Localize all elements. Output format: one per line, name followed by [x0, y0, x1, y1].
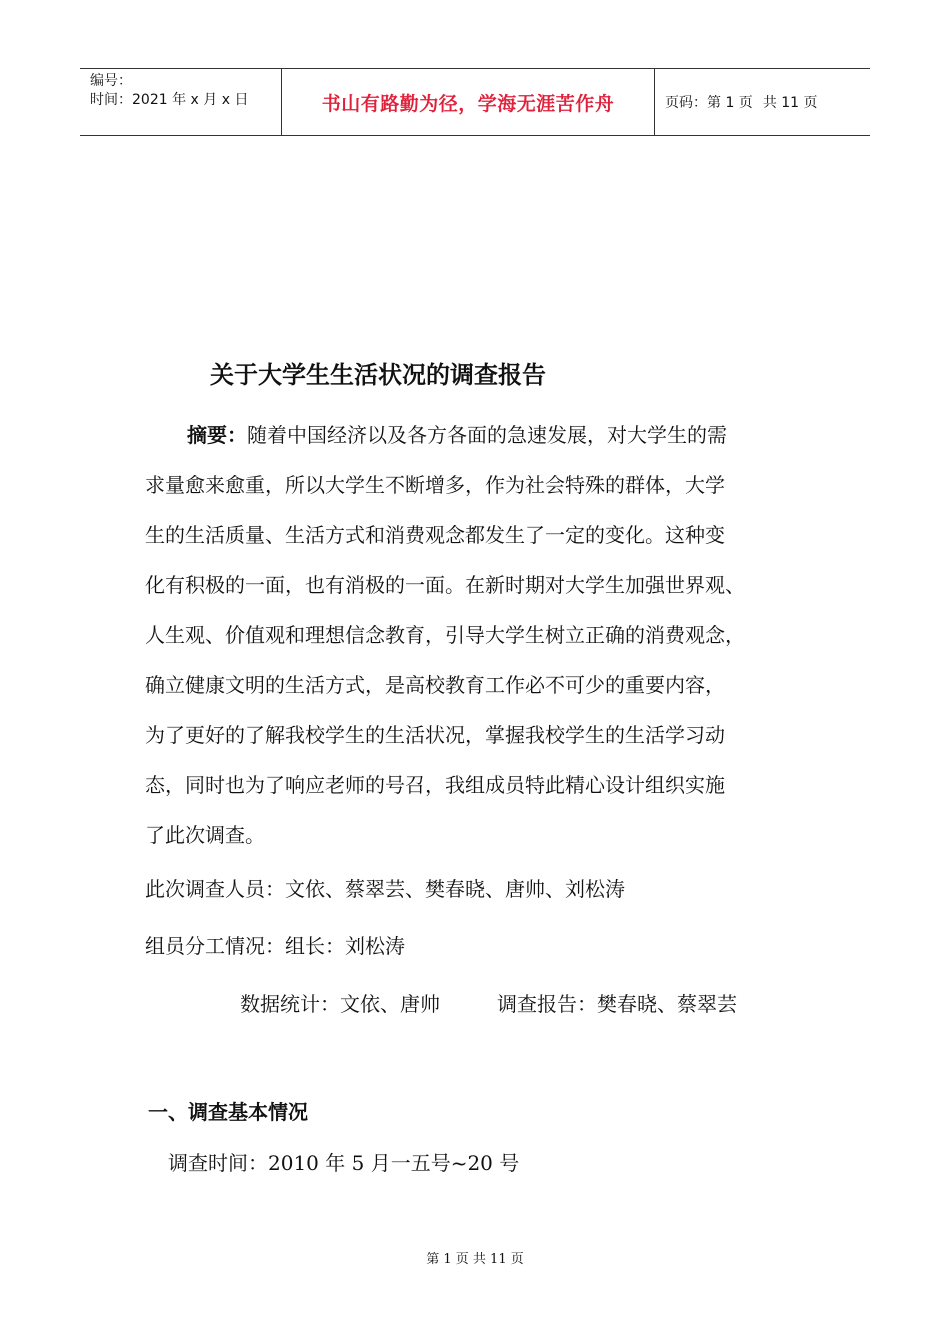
members-line: 此次调查人员：文依、蔡翠芸、樊春晓、唐帅、刘松涛	[145, 877, 625, 901]
abstract-line: 人生观、价值观和理想信念教育，引导大学生树立正确的消费观念，	[145, 623, 745, 647]
total-pages-label: 共 11 页	[762, 95, 818, 111]
abstract-line: 求量愈来愈重，所以大学生不断增多，作为社会特殊的群体，大学	[145, 473, 725, 497]
abstract-line: 摘要：随着中国经济以及各方各面的急速发展，对大学生的需	[187, 423, 727, 447]
page-label: 页码：第 1 页	[665, 95, 753, 111]
abstract-label: 摘要：	[187, 423, 247, 447]
abstract-line: 生的生活质量、生活方式和消费观念都发生了一定的变化。这种变	[145, 523, 725, 547]
survey-time-line: 调查时间：2010 年 5 月一五号~20 号	[168, 1151, 520, 1175]
document-title: 关于大学生生活状况的调查报告	[210, 361, 546, 389]
header-motto-cell	[282, 69, 655, 135]
abstract-line: 为了更好的了解我校学生的生活状况，掌握我校学生的生活学习动	[145, 723, 725, 747]
number-label: 编号：	[90, 73, 132, 89]
page-footer: 第 1 页 共 11 页	[426, 1252, 524, 1267]
abstract-line: 了此次调查。	[145, 823, 265, 847]
report-writers-line: 调查报告：樊春晓、蔡翠芸	[497, 992, 737, 1016]
data-stats-line: 数据统计：文依、唐帅	[240, 992, 440, 1016]
page-header	[80, 68, 870, 136]
abstract-line: 化有积极的一面，也有消极的一面。在新时期对大学生加强世界观、	[145, 573, 745, 597]
abstract-line: 态，同时也为了响应老师的号召，我组成员特此精心设计组织实施	[145, 773, 725, 797]
abstract-line: 确立健康文明的生活方式，是高校教育工作必不可少的重要内容，	[145, 673, 725, 697]
motto-text: 书山有路勤为径，学海无涯苦作舟	[321, 92, 615, 115]
date-label: 时间：2021 年 x 月 x 日	[90, 92, 249, 108]
abstract-paragraph	[145, 410, 845, 860]
header-page-cell	[655, 69, 870, 135]
header-meta-cell	[80, 69, 282, 135]
division-line: 组员分工情况：组长：刘松涛	[145, 934, 405, 958]
section-heading: 一、调查基本情况	[148, 1100, 308, 1124]
